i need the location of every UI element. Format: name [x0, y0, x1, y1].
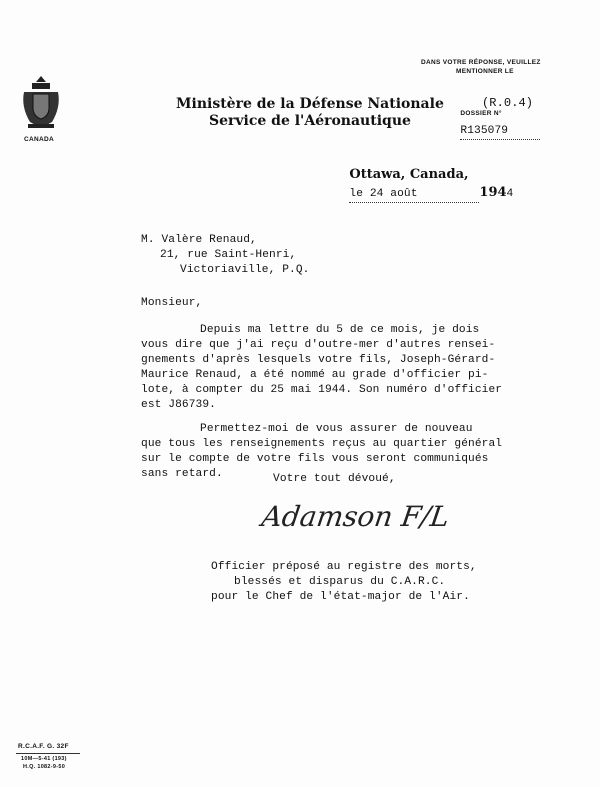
reply-note-line: MENTIONNER LE — [456, 68, 514, 75]
address-line: Victoriaville, P.Q. — [180, 264, 310, 276]
signature-block-line: Officier préposé au registre des morts, — [211, 561, 477, 573]
body-line: sur le compte de votre fils vous seront communiqués — [141, 453, 489, 465]
body-line: est J86739. — [141, 399, 216, 411]
body-line: que tous les renseignements reçus au quartier général — [141, 438, 503, 450]
form-info-line: H.Q. 1082-9-50 — [23, 764, 66, 770]
crest-label: CANADA — [24, 136, 54, 143]
body-line: lote, à compter du 25 mai 1944. Son numéro d'officier — [141, 384, 503, 396]
closing: Votre tout dévoué, — [273, 473, 396, 485]
body-line: sans retard. — [141, 468, 223, 480]
form-info-line: 10M—5-41 (193) — [21, 756, 67, 762]
address-line: M. Valère Renaud, — [141, 234, 257, 246]
dossier-number: R135079 — [460, 124, 540, 140]
signature-block-line: blessés et disparus du C.A.R.C. — [234, 576, 446, 588]
salutation: Monsieur, — [141, 297, 203, 309]
dateline-date: le 24 août — [349, 187, 479, 203]
ministry-title: Ministère de la Défense Nationale — [176, 96, 444, 112]
dateline-place: Ottawa, Canada, — [349, 167, 469, 182]
dateline-year-digit: 4 — [506, 188, 514, 200]
divider — [16, 753, 80, 754]
reference-code: (R.0.4) — [482, 96, 534, 110]
body-line: Maurice Renaud, a été nommé au grade d'officier pi- — [141, 369, 489, 381]
address-line: 21, rue Saint-Henri, — [160, 249, 297, 261]
service-title: Service de l'Aéronautique — [209, 113, 411, 129]
signature-block-line: pour le Chef de l'état-major de l'Air. — [211, 591, 470, 603]
reply-note-line: DANS VOTRE RÉPONSE, VEUILLEZ — [421, 59, 541, 66]
body-line: Depuis ma lettre du 5 de ce mois, je dois — [200, 324, 480, 336]
handwritten-signature: Adamson F/L — [259, 500, 452, 533]
dossier-label: DOSSIER N° — [460, 110, 502, 117]
canada-coat-of-arms-icon — [20, 74, 62, 132]
body-line: Permettez-moi de vous assurer de nouveau — [200, 423, 473, 435]
dateline-year: 194 — [479, 185, 507, 200]
body-line: gnements d'après lesquels votre fils, Joseph-Gérard- — [141, 354, 496, 366]
form-number: R.C.A.F. G. 32F — [18, 743, 69, 750]
body-line: vous dire que j'ai reçu d'outre-mer d'autres rensei- — [141, 339, 496, 351]
